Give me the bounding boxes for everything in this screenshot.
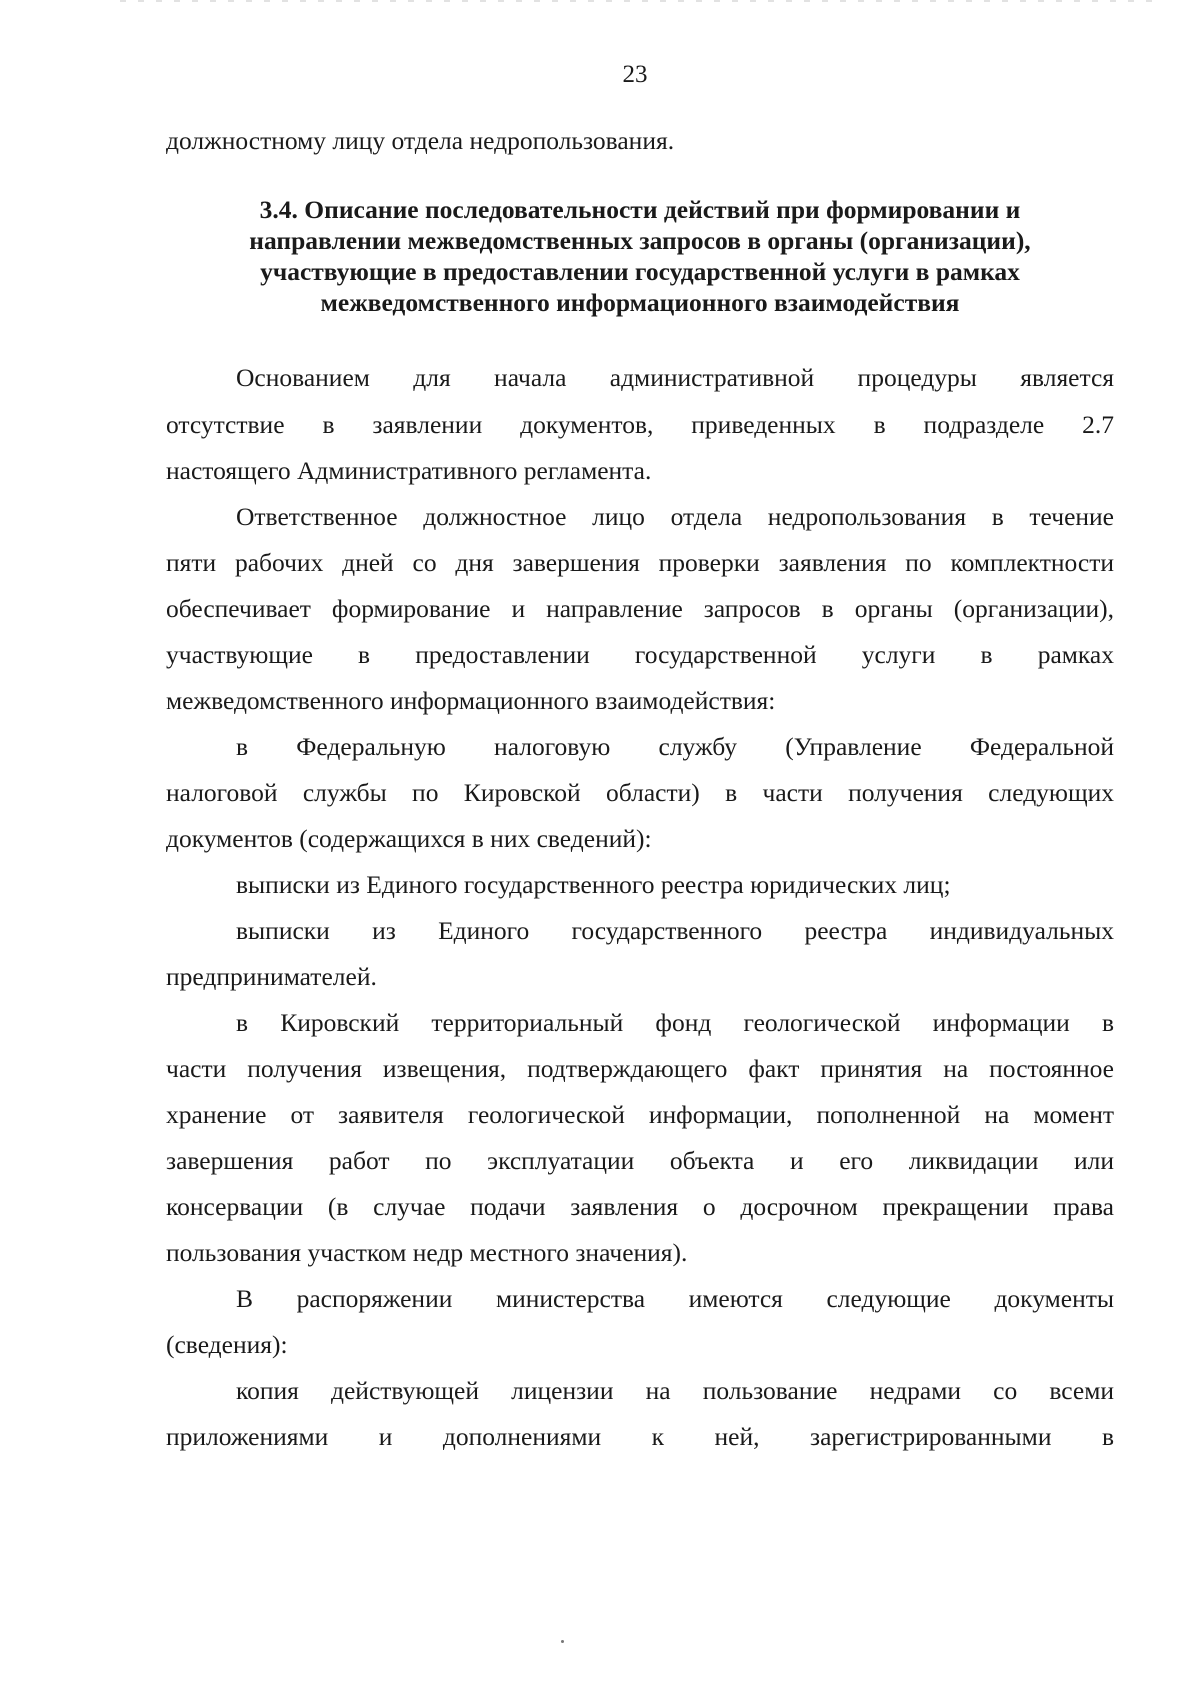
- text-line: приложениями и дополнениями к ней, зарегистрированными в: [166, 1422, 1114, 1451]
- text-line: хранение от заявителя геологической информации, пополненной на момент: [166, 1100, 1114, 1129]
- text-line: (сведения):: [166, 1330, 288, 1359]
- text-line: части получения извещения, подтверждающего факт принятия на постоянное: [166, 1054, 1114, 1083]
- text-line: межведомственного информационного взаимодействия:: [166, 686, 776, 715]
- paragraph-first-line: копия действующей лицензии на пользование недрами со всеми: [236, 1376, 1114, 1405]
- text-line: пользования участком недр местного значения).: [166, 1238, 688, 1267]
- text-line: пяти рабочих дней со дня завершения проверки заявления по комплектности: [166, 548, 1114, 577]
- section-heading-line: направлении межведомственных запросов в органы (организации),: [249, 226, 1031, 255]
- scan-edge-artifact: [120, 0, 1160, 2]
- text-line: предпринимателей.: [166, 962, 377, 991]
- text-line: налоговой службы по Кировской области) в части получения следующих: [166, 778, 1114, 807]
- paragraph-first-line: В распоряжении министерства имеются следующие документы: [236, 1284, 1114, 1313]
- paragraph-first-line: выписки из Единого государственного реестра юридических лиц;: [236, 870, 951, 899]
- text-line: отсутствие в заявлении документов, приведенных в подразделе 2.7: [166, 410, 1114, 439]
- paragraph-first-line: Ответственное должностное лицо отдела недропользования в течение: [236, 502, 1114, 531]
- text-line: завершения работ по эксплуатации объекта и его ликвидации или: [166, 1146, 1114, 1175]
- section-heading-line: межведомственного информационного взаимодействия: [320, 288, 960, 317]
- section-heading-line: участвующие в предоставлении государственной услуги в рамках: [260, 257, 1020, 286]
- paragraph-first-line: выписки из Единого государственного реестра индивидуальных: [236, 916, 1114, 945]
- text-line: обеспечивает формирование и направление запросов в органы (организации),: [166, 594, 1114, 623]
- paragraph-first-line: в Кировский территориальный фонд геологической информации в: [236, 1008, 1114, 1037]
- page-number: 23: [622, 61, 648, 88]
- text-line: консервации (в случае подачи заявления о досрочном прекращении права: [166, 1192, 1114, 1221]
- scan-speck: [561, 1640, 564, 1643]
- text-line: участвующие в предоставлении государственной услуги в рамках: [166, 640, 1114, 669]
- text-line: настоящего Административного регламента.: [166, 456, 652, 485]
- text-line: документов (содержащихся в них сведений):: [166, 824, 652, 853]
- paragraph-first-line: в Федеральную налоговую службу (Управление Федеральной: [236, 732, 1114, 761]
- paragraph-first-line: Основанием для начала административной процедуры является: [236, 363, 1114, 392]
- text-line: должностному лицу отдела недропользования.: [166, 126, 675, 155]
- section-heading-line: 3.4. Описание последовательности действий при формировании и: [259, 195, 1021, 224]
